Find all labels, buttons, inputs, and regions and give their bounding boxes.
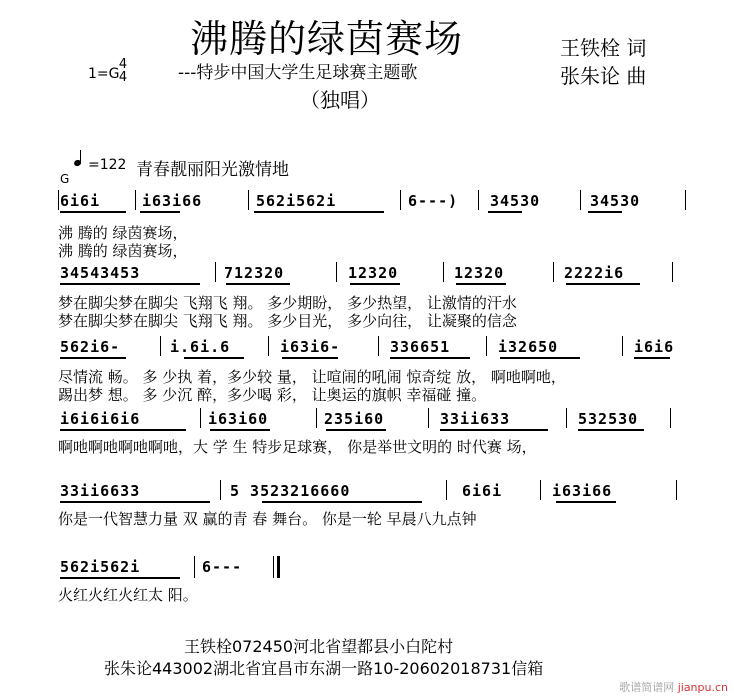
measure: 532530 bbox=[578, 410, 639, 428]
barline bbox=[443, 262, 444, 282]
performance-type: （独唱） bbox=[300, 88, 380, 112]
barline bbox=[580, 190, 581, 210]
lyricist-credit: 王铁栓 词 bbox=[560, 36, 647, 60]
final-barline-thick bbox=[277, 556, 280, 578]
underline-beam bbox=[60, 211, 126, 213]
barline bbox=[160, 336, 161, 356]
time-signature-top: 4 bbox=[118, 57, 128, 72]
barline bbox=[685, 190, 686, 210]
time-signature-bottom: 4 bbox=[118, 70, 128, 85]
lyrics-verse1: 你是一代智慧力量 双 赢的青 春 舞台。 你是一轮 早晨八九点钟 bbox=[58, 510, 477, 528]
lyricist-contact: 王铁栓072450河北省望都县小白陀村 bbox=[184, 637, 454, 656]
measure: 6i6i bbox=[60, 192, 101, 210]
barline bbox=[215, 262, 216, 282]
underline-beam bbox=[440, 429, 548, 431]
measure: 6i6i bbox=[462, 482, 503, 500]
measure: 6---) bbox=[408, 192, 459, 210]
underline-beam bbox=[634, 357, 670, 359]
underline-beam bbox=[60, 429, 186, 431]
lyrics-verse2: 踢出梦 想。 多 少沉 醉，多少喝 彩， 让奥运的旗帜 幸福碰 撞。 bbox=[58, 386, 487, 404]
measure: i63i66 bbox=[142, 192, 203, 210]
underline-beam bbox=[456, 283, 506, 285]
measure: 12320 bbox=[348, 264, 399, 282]
tempo-expression: 青春靓丽阳光激情地 bbox=[136, 160, 289, 180]
underline-beam bbox=[500, 357, 580, 359]
barline bbox=[268, 336, 269, 356]
underline-beam bbox=[210, 429, 270, 431]
barline bbox=[672, 262, 673, 282]
measure: 34543453 bbox=[60, 264, 141, 282]
lyrics-verse1: 沸 腾的 绿茵赛场， bbox=[58, 224, 188, 242]
underline-beam bbox=[140, 211, 180, 213]
measure: 12320 bbox=[454, 264, 505, 282]
measure: i63i60 bbox=[208, 410, 269, 428]
measure: i.6i.6 bbox=[170, 338, 231, 356]
measure: 5 3523216660 bbox=[230, 482, 351, 500]
barline bbox=[135, 190, 136, 210]
underline-beam bbox=[60, 577, 180, 579]
measure: i32650 bbox=[498, 338, 559, 356]
final-barline-thin bbox=[273, 556, 274, 578]
measure: 33ii6633 bbox=[60, 482, 141, 500]
composer-contact: 张朱论443002湖北省宜昌市东湖一路10-20602018731信箱 bbox=[104, 659, 544, 678]
measure: 712320 bbox=[224, 264, 285, 282]
lyrics-verse1: 啊吔啊吔啊吔啊吔，大 学 生 特步足球赛， 你是举世文明的 时代赛 场， bbox=[58, 438, 537, 456]
barline bbox=[220, 480, 221, 500]
barline bbox=[486, 336, 487, 356]
measure: i6i6 bbox=[634, 338, 675, 356]
quarter-note-stem-icon bbox=[80, 150, 81, 164]
barline bbox=[378, 336, 379, 356]
watermark-text: 歌谱简谱网 bbox=[619, 681, 675, 694]
barline bbox=[540, 480, 541, 500]
underline-beam bbox=[326, 429, 386, 431]
underline-beam bbox=[60, 357, 126, 359]
lyrics-verse1: 火红火红火红太 阳。 bbox=[58, 586, 198, 604]
measure: 6--- bbox=[202, 558, 243, 576]
underline-beam bbox=[226, 283, 290, 285]
measure: 34530 bbox=[490, 192, 541, 210]
underline-beam bbox=[254, 211, 384, 213]
measure: 34530 bbox=[590, 192, 641, 210]
measure: 2222i6 bbox=[564, 264, 625, 282]
measure: 336651 bbox=[390, 338, 451, 356]
time-signature bbox=[118, 58, 128, 84]
underline-beam bbox=[60, 501, 210, 503]
measure: 33ii633 bbox=[440, 410, 511, 428]
barline bbox=[336, 262, 337, 282]
underline-beam bbox=[578, 429, 644, 431]
measure: i6i6i6i6 bbox=[60, 410, 141, 428]
underline-beam bbox=[60, 283, 200, 285]
measure: 562i6- bbox=[60, 338, 121, 356]
watermark-url: jianpu.cn bbox=[677, 681, 728, 694]
lyrics-verse2: 梦在脚尖梦在脚尖 飞翔飞 翔。 多少目光， 多少向往， 让凝聚的信念 bbox=[58, 312, 517, 330]
barline bbox=[316, 408, 317, 428]
underline-beam bbox=[588, 211, 622, 213]
barline bbox=[446, 480, 447, 500]
barline bbox=[194, 556, 195, 578]
underline-beam bbox=[282, 357, 338, 359]
barline bbox=[428, 408, 429, 428]
measure: i63i66 bbox=[552, 482, 613, 500]
song-subtitle: ---特步中国大学生足球赛主题歌 bbox=[178, 63, 418, 83]
underline-beam bbox=[488, 211, 522, 213]
underline-beam bbox=[566, 283, 640, 285]
measure: 235i60 bbox=[324, 410, 385, 428]
site-watermark bbox=[619, 679, 728, 695]
underline-beam bbox=[556, 501, 616, 503]
song-title: 沸腾的绿茵赛场 bbox=[190, 17, 464, 61]
underline-beam bbox=[390, 357, 470, 359]
barline bbox=[676, 480, 677, 500]
barline bbox=[400, 190, 401, 210]
key-signature: 1=G bbox=[88, 66, 120, 82]
clef-mark: G bbox=[60, 172, 70, 186]
barline bbox=[478, 190, 479, 210]
barline bbox=[566, 408, 567, 428]
underline-beam bbox=[184, 357, 244, 359]
barline bbox=[670, 408, 671, 428]
barline bbox=[248, 190, 249, 210]
lyrics-verse1: 梦在脚尖梦在脚尖 飞翔飞 翔。 多少期盼， 多少热望， 让激情的汗水 bbox=[58, 294, 517, 312]
lyrics-verse1: 尽情流 畅。 多 少执 着，多少较 量， 让喧闹的吼闹 惊奇绽 放， 啊吔啊吔， bbox=[58, 368, 566, 386]
tempo-marking: =122 bbox=[88, 157, 127, 173]
barline bbox=[200, 408, 201, 428]
underline-beam bbox=[262, 501, 422, 503]
underline-beam bbox=[350, 283, 400, 285]
composer-credit: 张朱论 曲 bbox=[560, 64, 647, 88]
barline bbox=[553, 262, 554, 282]
measure: 562i562i bbox=[256, 192, 337, 210]
measure: 562i562i bbox=[60, 558, 141, 576]
lyrics-verse2: 沸 腾的 绿茵赛场， bbox=[58, 242, 188, 260]
measure: i63i6- bbox=[280, 338, 341, 356]
barline bbox=[622, 336, 623, 356]
